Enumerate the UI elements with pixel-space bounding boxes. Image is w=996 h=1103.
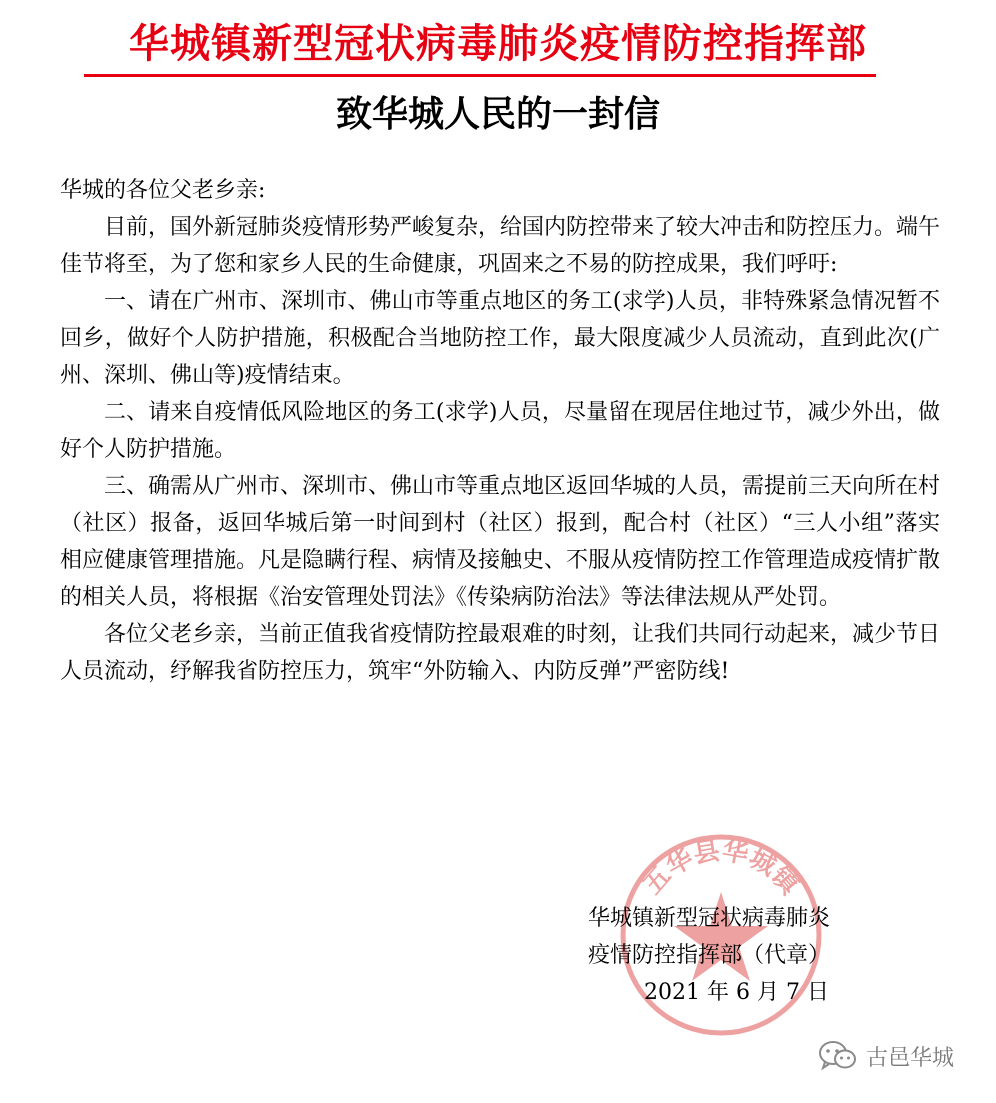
svg-text:五华县华城镇: 五华县华城镇: [637, 835, 805, 901]
signature-block: [560, 900, 900, 1011]
paragraph-item-2: 二、请来自疫情低风险地区的务工(求学)人员，尽量留在现居住地过节，减少外出，做好个人防护措施。: [60, 400, 940, 462]
letter-body: [60, 172, 940, 690]
letter-title: 致华城人民的一封信: [335, 93, 660, 135]
wechat-icon: [818, 1040, 858, 1072]
source-watermark: [818, 1040, 954, 1072]
paragraph-item-1: 一、请在广州市、深圳市、佛山市等重点地区的务工(求学)人员，非特殊紧急情况暂不回乡，做好个人防护措施，积极配合当地防控工作，最大限度减少人员流动，直到此次(广州、深圳、佛山等)疫情结束。: [60, 289, 940, 388]
signature-date: 2021 年 6 月 7 日: [644, 980, 829, 1005]
document-header-title: 华城镇新型冠状病毒肺炎疫情防控指挥部: [129, 20, 867, 67]
paragraph-intro: 目前，国外新冠肺炎疫情形势严峻复杂，给国内防控带来了较大冲击和防控压力。端午佳节将至，为了您和家乡人民的生命健康，巩固来之不易的防控成果，我们呼吁:: [60, 215, 941, 277]
signature-org-line1: 华城镇新型冠状病毒肺炎: [588, 906, 831, 931]
salutation: 华城的各位父老乡亲:: [60, 178, 266, 203]
paragraph-closing: 各位父老乡亲，当前正值我省疫情防控最艰难的时刻，让我们共同行动起来，减少节日人员流动，纾解我省防控压力，筑牢“外防输入、内防反弹”严密防线!: [60, 622, 941, 684]
header-red-rule: [84, 74, 876, 77]
watermark-text: 古邑华城: [866, 1045, 955, 1071]
paragraph-item-3: 三、确需从广州市、深圳市、佛山市等重点地区返回华城的人员，需提前三天向所在村（社区）报备，返回华城后第一时间到村（社区）报到，配合村（社区）“三人小组”落实相应健康管理措施。凡是隐瞒行程、病情及接触史、不服从疫情防控工作管理造成疫情扩散的相关人员，将根据《治安管理处罚法》《传染病防治法》等法律法规从严处罚。: [60, 474, 941, 610]
signature-org-line2: 疫情防控指挥部（代章）: [588, 943, 831, 968]
